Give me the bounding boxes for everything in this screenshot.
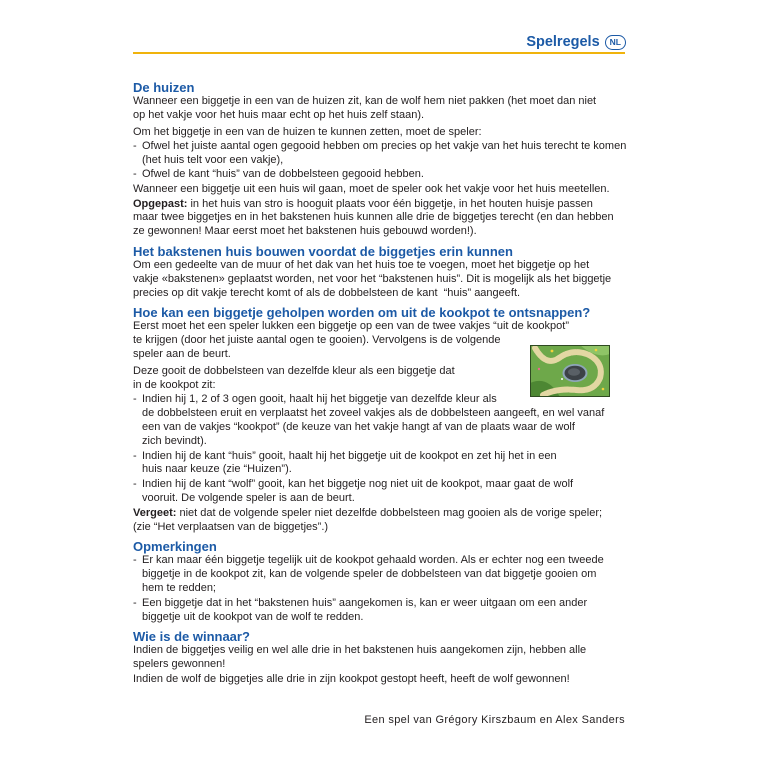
list-item-text: Ofwel het juiste aantal ogen gegooid hebben om precies op het vakje van het huis terecht te komen (het huis telt voor een vakje), xyxy=(142,140,627,167)
list-item-text: Een biggetje dat in het “bakstenen huis” aangekomen is, kan er weer uitgaan om een ander biggetje uit de kookpot van de wolf te redden. xyxy=(142,596,588,623)
list-item xyxy=(133,554,625,595)
paragraph: Wanneer een biggetje in een van de huizen zit, kan de wolf hem niet pakken (het moet dan niet op het vakje voor het huis maar echt op het huis zelf staan). xyxy=(133,95,597,121)
paragraph: Indien de wolf de biggetjes alle drie in zijn kookpot gestopt heeft, heeft de wolf gewonnen! xyxy=(133,672,570,685)
section-kookpot xyxy=(133,305,625,534)
paragraph: Wanneer een biggetje uit een huis wil gaan, moet de speler ook het vakje voor het huis meetellen. xyxy=(133,182,610,195)
list-item xyxy=(133,478,625,506)
paragraph: Om het biggetje in een van de huizen te kunnen zetten, moet de speler: xyxy=(133,125,482,138)
list-marker: - xyxy=(133,554,137,567)
section-heading: De huizen xyxy=(133,80,195,95)
list-item xyxy=(133,140,625,168)
section-wie-is-de-winnaar xyxy=(133,629,625,686)
list-item xyxy=(133,393,625,448)
note-paragraph xyxy=(133,507,625,535)
note-label: Vergeet: xyxy=(133,506,177,519)
section-heading: Hoe kan een biggetje geholpen worden om uit de kookpot te ontsnappen? xyxy=(133,305,591,321)
page-title: Spelregels xyxy=(526,34,600,50)
list-marker: - xyxy=(133,140,137,153)
flower-yellow xyxy=(551,350,554,353)
list-item-text: Ofwel de kant “huis” van de dobbelsteen gegooid hebben. xyxy=(142,167,424,180)
note-paragraph xyxy=(133,198,625,239)
list-item-text: Er kan maar één biggetje tegelijk uit de kookpot gehaald worden. Als er echter nog een tweede biggetje in de kookpot zit, kan de volgende speler de dobbelsteen van dat biggetje gooien om hem te redden; xyxy=(142,554,604,594)
list-marker: - xyxy=(133,596,137,609)
kookpot-board-picture xyxy=(530,345,610,397)
section-heading: Wie is de winnaar? xyxy=(133,629,250,645)
list-marker: - xyxy=(133,478,137,491)
section-opmerkingen xyxy=(133,539,625,624)
header-divider xyxy=(133,52,625,54)
paragraph: Eerst moet het een speler lukken een biggetje op een van de twee vakjes “uit de kookpot” te krijgen (door het juiste aantal ogen te gooien). Vervolgens is de volgende speler aan de beurt. xyxy=(133,320,569,360)
credits-footer: Een spel van Grégory Kirszbaum en Alex Sanders xyxy=(364,714,625,726)
rules-content xyxy=(133,80,625,688)
list-marker: - xyxy=(133,449,137,462)
pot-inside xyxy=(568,369,580,377)
note-text: in het huis van stro is hooguit plaats voor één biggetje, in het houten huisje passen maar twee biggetjes en in het bakstenen huis kunnen alle drie de biggetjes terecht (en dan hebben ze gewonnen! Maar eerst moet het bakstenen huis gebouwd worden!). xyxy=(133,197,614,238)
note-label: Opgepast: xyxy=(133,197,188,210)
list-marker: - xyxy=(133,167,137,180)
bullet-list xyxy=(133,554,625,624)
flower-yellow xyxy=(602,388,605,391)
paragraph: Deze gooit de dobbelsteen van dezelfde kleur als een biggetje dat in de kookpot zit: xyxy=(133,364,455,391)
paragraph: Indien de biggetjes veilig en wel alle drie in het bakstenen huis aangekomen zijn, hebben alle spelers gewonnen! xyxy=(133,644,587,671)
section-de-huizen xyxy=(133,80,625,239)
flower-white xyxy=(561,378,563,380)
paragraph: Om een gedeelte van de muur of het dak van het huis toe te voegen, moet het biggetje op het vakje «bakstenen» geplaatst worden, net voor het “bakstenen huis”. Dit is mogelijk als het biggetje precies op dit vakje terecht komt of als de dobbelsteen de kant “huis” aangeeft. xyxy=(133,258,612,299)
list-item xyxy=(133,597,625,625)
list-item xyxy=(133,168,625,182)
list-marker: - xyxy=(133,393,137,406)
section-heading: Het bakstenen huis bouwen voordat de biggetjes erin kunnen xyxy=(133,243,513,259)
language-badge: NL xyxy=(605,35,626,50)
kookpot-board-image xyxy=(530,345,610,397)
flower-pink xyxy=(538,368,540,370)
page-header xyxy=(526,33,626,51)
bullet-list xyxy=(133,393,625,505)
list-item-text: Indien hij de kant “huis” gooit, haalt hij het biggetje uit de kookpot en zet hij het in een huis naar keuze (zie “Huizen”). xyxy=(142,449,557,476)
list-item xyxy=(133,450,625,478)
section-heading: Opmerkingen xyxy=(133,539,217,555)
list-item-text: Indien hij 1, 2 of 3 ogen gooit, haalt hij het biggetje van dezelfde kleur als de dobbelsteen eruit en verplaatst het zoveel vakjes als de dobbelsteen aangeeft, en wel vanaf een van de vakjes “kookpot” (de keuze van het vakje hangt af van de plaats waar de wolf zich bevindt). xyxy=(142,393,605,447)
section-bakstenen-huis xyxy=(133,244,625,300)
note-text: niet dat de volgende speler niet dezelfde dobbelsteen mag gooien als de vorige speler; (zie “Het verplaatsen van de biggetjes”.) xyxy=(133,506,603,533)
bullet-list xyxy=(133,140,625,181)
list-item-text: Indien hij de kant “wolf” gooit, kan het biggetje nog niet uit de kookpot, maar gaat de wolf vooruit. De volgende speler is aan de beurt. xyxy=(142,478,574,504)
flower-yellow xyxy=(595,349,598,352)
